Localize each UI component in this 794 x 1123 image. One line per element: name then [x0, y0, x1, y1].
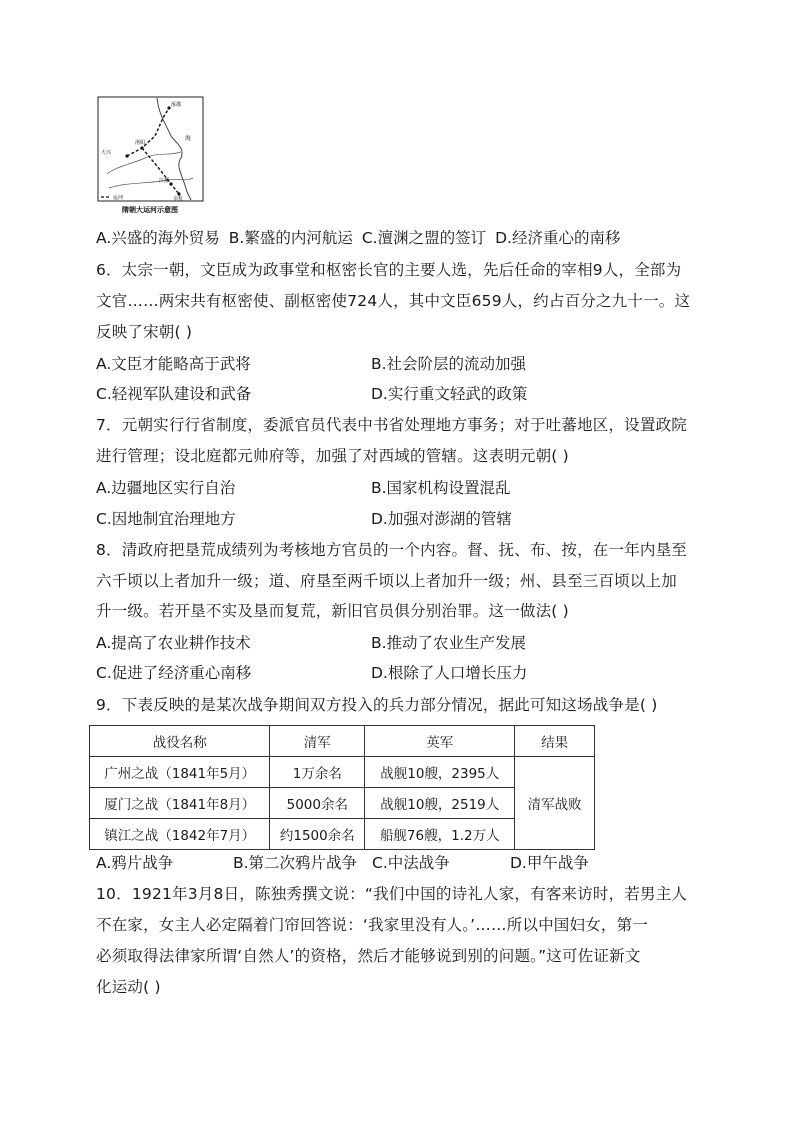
- map-label-jiangdu: 江都: [159, 178, 170, 184]
- q7-option-b[interactable]: B.国家机构设置混乱: [371, 479, 511, 497]
- q8-stem-line-3: 升一级。若开垦不实及垦而复荒，新旧官员俱分别治罪。这一做法( ): [96, 602, 569, 620]
- q6-option-c[interactable]: C.轻视军队建设和武备: [96, 385, 252, 403]
- q9-option-b[interactable]: B.第二次鸦片战争: [233, 854, 358, 872]
- map-label-luoyang: 洛阳: [135, 140, 146, 146]
- q8-stem-line-1: 8．清政府把垦荒成绩列为考核地方官员的一个内容。督、抚、布、按，在一年内垦至: [96, 541, 687, 559]
- q8-stem-line-2: 六千顷以上者加升一级；道、府垦至两千顷以上者加升一级；州、县至三百顷以上加: [96, 572, 677, 590]
- q9-option-c[interactable]: C.中法战争: [372, 854, 450, 872]
- q9-option-a[interactable]: A.鸦片战争: [96, 854, 174, 872]
- map-label-yuhang: 余杭: [173, 196, 184, 202]
- q8-option-d[interactable]: D.根除了人口增长压力: [371, 664, 528, 682]
- q6-stem-line-3: 反映了宋朝( ): [96, 323, 193, 341]
- q10-stem-line-2: 不在家，女主人必定隔着门帘回答说：‘我家里没有人。’……所以中国妇女，第一: [96, 916, 649, 934]
- q6-option-b[interactable]: B.社会阶层的流动加强: [371, 355, 527, 373]
- q6-option-a[interactable]: A.文臣才能略高于武将: [96, 355, 251, 373]
- q7-option-c[interactable]: C.因地制宜治理地方: [96, 510, 236, 528]
- map-caption: 隋朝大运河示意图: [122, 206, 178, 214]
- table-header: 结果: [515, 726, 595, 757]
- map-legend: 运河: [113, 195, 124, 201]
- table-cell: 船舰76艘，1.2万人: [365, 819, 515, 850]
- q8-option-c[interactable]: C.促进了经济重心南移: [96, 664, 252, 682]
- table-cell: 广州之战（1841年5月）: [90, 757, 270, 788]
- q6-option-d[interactable]: D.实行重文轻武的政策: [371, 385, 528, 403]
- q5-option-c[interactable]: C.澶渊之盟的签订: [361, 229, 487, 247]
- q6-stem-line-1: 6．太宗一朝，文臣成为政事堂和枢密长官的主要人选，先后任命的宰相9人，全部为: [96, 261, 682, 279]
- map-label-sea: 海: [185, 135, 192, 142]
- table-header: 清军: [270, 726, 365, 757]
- map-label-daxing: 大兴: [101, 150, 112, 156]
- q5-option-a[interactable]: A.兴盛的海外贸易: [96, 229, 220, 247]
- q10-stem-line-3: 必须取得法律家所谓‘自然人’的资格，然后才能够说到别的问题。”这可佐证新文: [96, 947, 641, 965]
- table-cell: 约1500余名: [270, 819, 365, 850]
- table-row: [90, 757, 595, 788]
- q7-stem-line-2: 进行管理；设北庭都元帅府等，加强了对西域的管辖。这表明元朝( ): [96, 447, 569, 465]
- table-header-row: [90, 726, 595, 757]
- table-cell: 战舰10艘，2395人: [365, 757, 515, 788]
- table-cell: 1万余名: [270, 757, 365, 788]
- map-label-zhuojun: 涿郡: [171, 102, 182, 108]
- q7-stem-line-1: 7．元朝实行行省制度，委派官员代表中书省处理地方事务；对于吐蕃地区，设置政院: [96, 416, 687, 434]
- table-cell: 5000余名: [270, 788, 365, 819]
- q8-option-b[interactable]: B.推动了农业生产发展: [371, 634, 527, 652]
- q6-stem-line-2: 文官……两宋共有枢密使、副枢密使724人，其中文臣659人，约占百分之九十一。这: [96, 292, 691, 310]
- q8-option-a[interactable]: A.提高了农业耕作技术: [96, 634, 251, 652]
- q7-option-a[interactable]: A.边疆地区实行自治: [96, 479, 236, 497]
- table-result-cell: 清军战败: [515, 757, 595, 850]
- map-drawing: [97, 96, 204, 216]
- table-cell: 镇江之战（1842年7月）: [90, 819, 270, 850]
- table-header: 战役名称: [90, 726, 270, 757]
- grand-canal-map: [97, 96, 204, 216]
- battle-table: [89, 725, 595, 850]
- q5-options: [96, 227, 629, 249]
- q10-stem-line-4: 化运动( ): [96, 978, 161, 996]
- q10-stem-line-1: 10．1921年3月8日，陈独秀撰文说：“我们中国的诗礼人家，有客来访时，若男主人: [96, 885, 688, 903]
- q9-option-d[interactable]: D.甲午战争: [510, 854, 589, 872]
- table-header: 英军: [365, 726, 515, 757]
- q5-option-b[interactable]: B.繁盛的内河航运: [228, 229, 353, 247]
- table-cell: 战舰10艘，2519人: [365, 788, 515, 819]
- q9-stem: 9．下表反映的是某次战争期间双方投入的兵力部分情况，据此可知这场战争是( ): [96, 696, 658, 714]
- table-cell: 厦门之战（1841年8月）: [90, 788, 270, 819]
- q7-option-d[interactable]: D.加强对澎湖的管辖: [371, 510, 512, 528]
- q5-option-d[interactable]: D.经济重心的南移: [495, 229, 621, 247]
